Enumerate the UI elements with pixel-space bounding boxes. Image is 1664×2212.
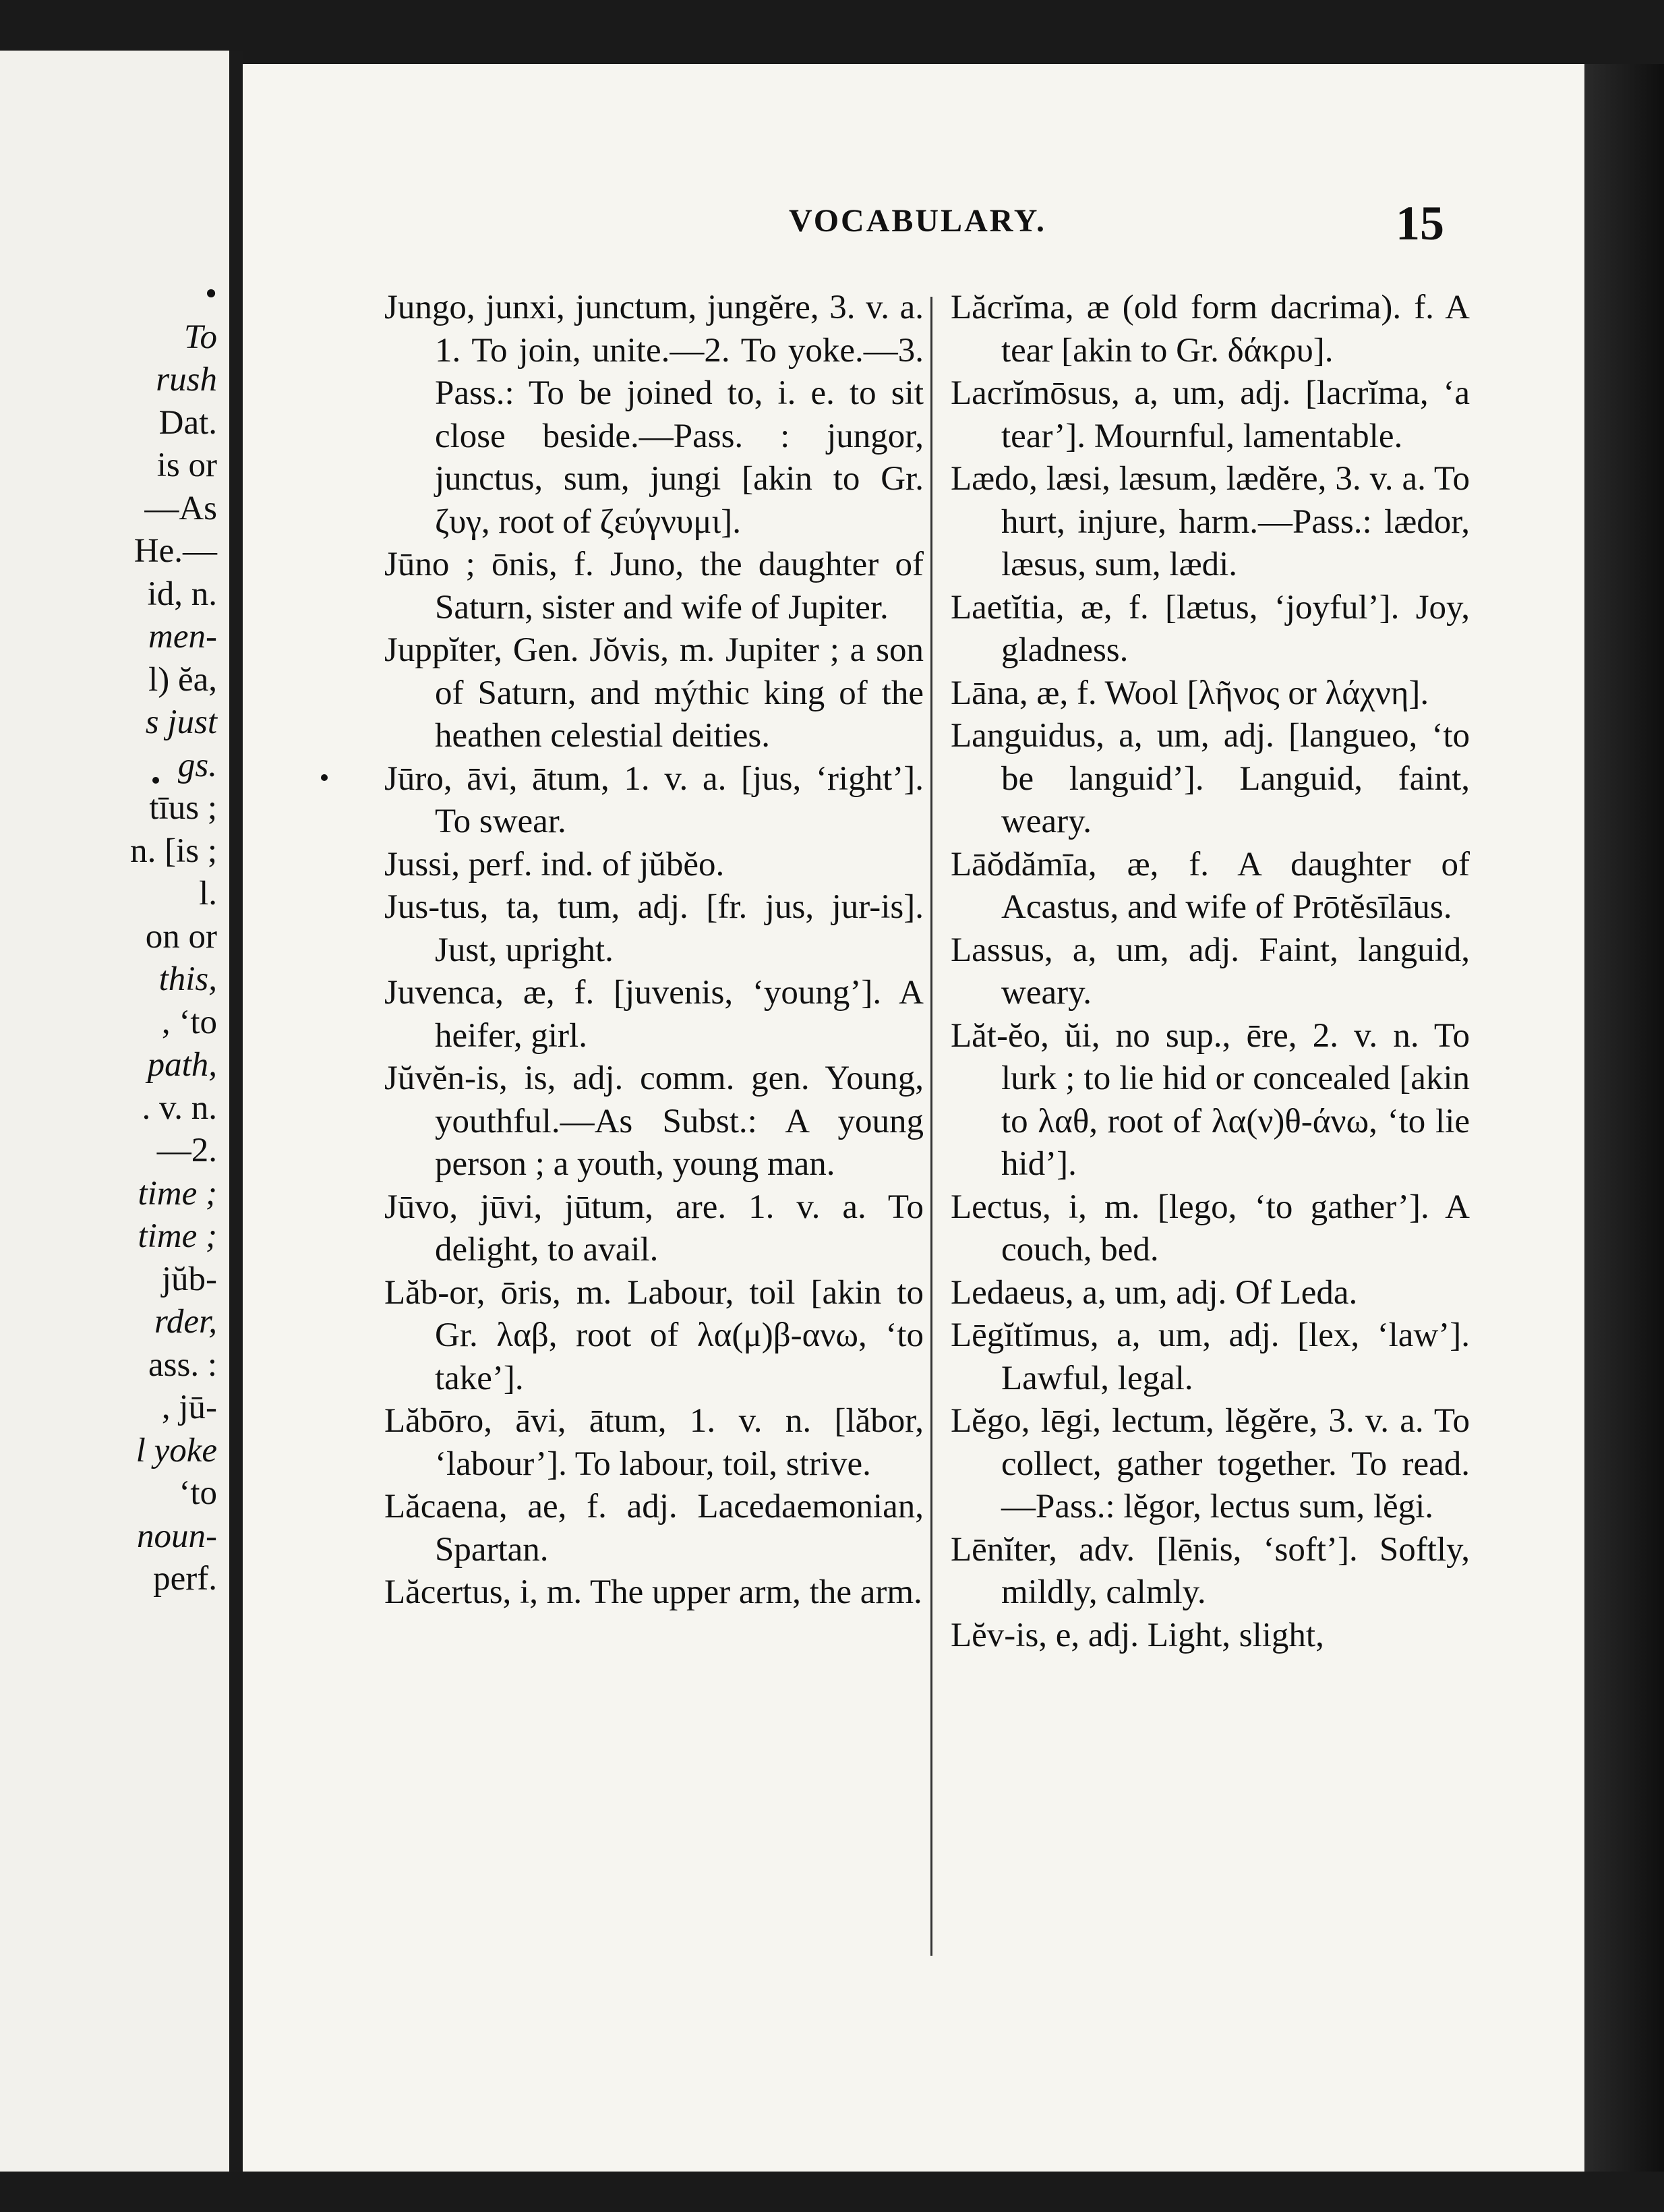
prev-fragment: on or [145, 917, 217, 956]
ink-speck [321, 774, 328, 781]
dictionary-entry: Lædo, læsi, læsum, lædĕre, 3. v. a. To hurt, injure, harm.—Pass.: lædor, læsus, sum, lædi. [951, 460, 1470, 583]
dictionary-entry: Jūvo, jūvi, jūtum, are. 1. v. a. To delight, to avail. [384, 1188, 924, 1269]
prev-fragment: perf. [153, 1560, 217, 1598]
dictionary-entry: Lāŏdămīa, æ, f. A daughter of Acastus, and wife of Prōtĕsīlāus. [951, 845, 1470, 926]
prev-fragment: time ; [138, 1174, 217, 1213]
prev-fragment: tīus ; [149, 789, 217, 827]
prev-fragment: s just [145, 703, 217, 741]
prev-fragment: —As [144, 489, 217, 527]
dictionary-entry: Jŭvĕn-is, is, adj. comm. gen. Young, youthful.—As Subst.: A young person ; a youth, young man. [384, 1059, 924, 1183]
dictionary-entry: Jungo, junxi, junctum, jungĕre, 3. v. a. 1. To join, unite.—2. To yoke.—3. Pass.: To be joined to, i. e. to sit close beside.—Pass. : jungor, junctus, sum, jungi [akin to Gr. ζυγ, root of ζεύγνυμι]. [384, 289, 924, 541]
prev-fragment: l) ĕa, [148, 660, 217, 699]
prev-fragment: He.— [133, 532, 217, 570]
column-divider [930, 297, 932, 1956]
page-edge-shadow [1584, 64, 1664, 2172]
prev-fragment: rush [156, 361, 217, 399]
dictionary-entry: Laetĭtia, æ, f. [lætus, ‘joyful’]. Joy, gladness. [951, 588, 1470, 669]
dictionary-entry: Juppĭter, Gen. Jŏvis, m. Jupiter ; a son of Saturn, and mýthic king of the heathen celestial deities. [384, 631, 924, 755]
previous-page-fragments [130, 273, 217, 1601]
prev-fragment: id, n. [147, 575, 217, 613]
prev-fragment: noun- [137, 1517, 217, 1555]
dictionary-entry: Lăcaena, ae, f. adj. Lacedaemonian, Spartan. [384, 1488, 924, 1569]
prev-fragment: gs. [177, 746, 217, 784]
dictionary-entry: Lăbōro, āvi, ātum, 1. v. n. [lăbor, ‘labour’]. To labour, toil, strive. [384, 1402, 924, 1483]
prev-fragment: To [183, 318, 217, 356]
prev-fragment: , jū- [161, 1389, 217, 1426]
dictionary-entry: Ledaeus, a, um, adj. Of Leda. [951, 1273, 1358, 1312]
dictionary-entry: Jūro, āvi, ātum, 1. v. a. [jus, ‘right’]. To swear. [384, 759, 924, 840]
prev-fragment: . v. n. [142, 1088, 217, 1127]
prev-fragment: Dat. [158, 403, 217, 442]
prev-fragment: path, [147, 1046, 217, 1084]
prev-fragment: rder, [154, 1303, 217, 1341]
dictionary-entry: Juvenca, æ, f. [juvenis, ‘young’]. A heifer, girl. [384, 974, 924, 1055]
prev-fragment: this, [158, 960, 217, 998]
dictionary-entry: Languidus, a, um, adj. [langueo, ‘to be languid’]. Languid, faint, weary. [951, 717, 1470, 840]
left-column [384, 287, 924, 1614]
dictionary-entry: Jus-tus, ta, tum, adj. [fr. jus, jur-is]. Just, upright. [384, 888, 924, 969]
prev-fragment: time ; [138, 1217, 217, 1255]
scan-top-shadow [0, 0, 1664, 64]
binding-gutter [229, 51, 243, 2172]
page-number: 15 [1396, 196, 1444, 250]
prev-fragment: ‘to [179, 1474, 217, 1512]
prev-fragment: l yoke [136, 1431, 217, 1469]
prev-fragment: n. [is ; [130, 832, 217, 870]
dictionary-entry: Jūno ; ōnis, f. Juno, the daughter of Saturn, sister and wife of Jupiter. [384, 546, 924, 627]
ink-speck [152, 777, 159, 784]
dictionary-entry: Lăcertus, i, m. The upper arm, the arm. [384, 1573, 922, 1611]
prev-fragment: —2. [156, 1132, 217, 1169]
prev-fragment: men- [148, 618, 217, 656]
dictionary-entry: Lectus, i, m. [lego, ‘to gather’]. A couch, bed. [951, 1188, 1470, 1269]
prev-fragment: is or [156, 446, 217, 484]
right-column [951, 287, 1470, 1657]
dictionary-entry: Lăcrĭma, æ (old form dacrima). f. A tear [akin to Gr. δάκρυ]. [951, 289, 1470, 370]
dictionary-entry: Lāna, æ, f. Wool [λῆνος or λάχνη]. [951, 674, 1429, 712]
dictionary-entry: Lacrĭmōsus, a, um, adj. [lacrĭma, ‘a tear’]. Mournful, lamentable. [951, 374, 1470, 455]
previous-page-strip [0, 51, 229, 2172]
dictionary-entry: Lăt-ĕo, ŭi, no sup., ēre, 2. v. n. To lurk ; to lie hid or concealed [akin to λαθ, root of λα(ν)θ-άνω, ‘to lie hid’]. [951, 1016, 1470, 1183]
dictionary-entry: Lăb-or, ōris, m. Labour, toil [akin to Gr. λαβ, root of λα(μ)β-ανω, ‘to take’]. [384, 1273, 924, 1397]
dictionary-entry: Jussi, perf. ind. of jŭbĕo. [384, 845, 725, 883]
prev-fragment: • [205, 275, 217, 313]
dictionary-entry: Lēgĭtĭmus, a, um, adj. [lex, ‘law’]. Lawful, legal. [951, 1316, 1470, 1397]
running-title: VOCABULARY. [789, 203, 1046, 239]
dictionary-entry: Lĕgo, lēgi, lectum, lĕgĕre, 3. v. a. To collect, gather together. To read.—Pass.: lĕgor, lectus sum, lĕgi. [951, 1402, 1470, 1525]
dictionary-entry: Lĕv-is, e, adj. Light, slight, [951, 1616, 1324, 1654]
prev-fragment: ass. : [148, 1345, 217, 1384]
dictionary-entry: Lēnĭter, adv. [lēnis, ‘soft’]. Softly, mildly, calmly. [951, 1530, 1470, 1611]
dictionary-entry: Lassus, a, um, adj. Faint, languid, weary. [951, 931, 1470, 1012]
prev-fragment: l. [199, 875, 217, 912]
prev-fragment: jŭb- [161, 1260, 217, 1298]
prev-fragment: , ‘to [161, 1003, 217, 1041]
